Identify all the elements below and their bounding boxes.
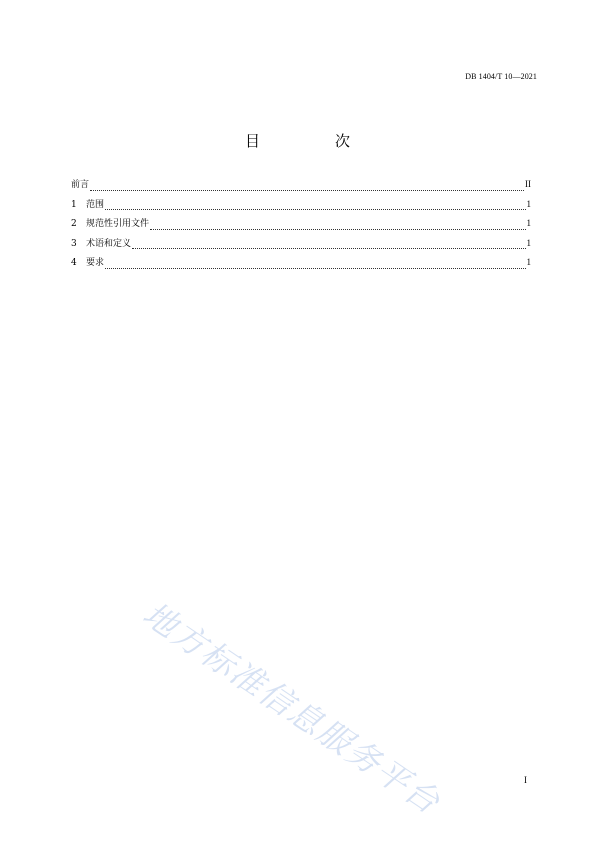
toc-entry-number: 1 — [71, 199, 77, 210]
toc-entry-number: 3 — [71, 238, 77, 249]
toc-entry-number: 4 — [71, 258, 77, 268]
toc-entry-foreword[interactable] — [71, 177, 531, 197]
toc-entry-label: 术语和定义 — [86, 238, 132, 249]
toc-dot-leader — [150, 228, 525, 230]
toc-title: 目 次 — [244, 132, 380, 150]
toc-dot-leader — [132, 247, 525, 249]
toc-entry-label: 要求 — [86, 258, 105, 268]
toc-dot-leader — [90, 189, 524, 191]
toc-entry-label: 前言 — [71, 180, 90, 190]
toc-entry-scope[interactable] — [71, 197, 531, 217]
toc-entry-page: 1 — [526, 198, 531, 209]
toc-dot-leader — [105, 208, 525, 210]
page-number: I — [524, 775, 527, 785]
toc-entry-requirements[interactable] — [71, 255, 531, 275]
toc-entry-page: 1 — [526, 237, 531, 248]
toc-list — [71, 177, 531, 275]
watermark-text: 地方标准信息服务平台 — [135, 593, 448, 823]
toc-dot-leader — [105, 267, 525, 269]
toc-entry-number: 2 — [71, 219, 77, 229]
toc-entry-normative-references[interactable] — [71, 216, 531, 236]
toc-entry-label: 范围 — [86, 199, 105, 210]
toc-entry-label: 规范性引用文件 — [86, 219, 150, 229]
toc-entry-page: 1 — [526, 257, 531, 267]
document-code: DB 1404/T 10—2021 — [465, 72, 537, 81]
toc-entry-page: II — [525, 179, 531, 189]
toc-entry-page: 1 — [526, 218, 531, 228]
toc-entry-terms-definitions[interactable] — [71, 236, 531, 256]
